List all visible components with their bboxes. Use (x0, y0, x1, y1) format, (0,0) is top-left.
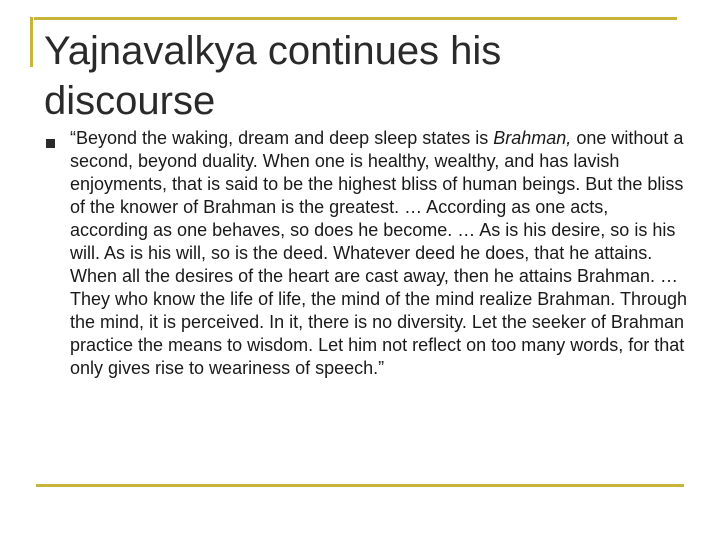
bottom-rule (36, 484, 684, 487)
top-rule (34, 17, 677, 20)
bullet-text-rest: one without a second, beyond duality. When one is healthy, wealthy, and has lavish enjoyments, that is said to be the highest bliss of human beings. But the bliss of the knower of Brahman is the greatest. … According as one acts, according as one behaves, so does he become. … As is his desire, so is his will. As is his will, so is the deed. Whatever deed he does, that he attains. When all the desires of the heart are cast away, then he attains Brahman. … They who know the life of life, the mind of the mind realize Brahman. Through the mind, it is perceived. In it, there is no diversity. Let the seeker of Brahman practice the means to wisdom. Let him not reflect on too many words, for that only gives rise to weariness of speech.” (70, 128, 687, 378)
slide-title: Yajnavalkya continues his discourse (44, 29, 502, 123)
bullet-text-start: “Beyond the waking, dream and deep sleep states is (70, 128, 494, 148)
bullet-text-italic: Brahman, (493, 128, 572, 148)
bullet-paragraph (70, 127, 690, 380)
square-bullet-icon (46, 139, 55, 148)
left-rule (30, 17, 33, 67)
